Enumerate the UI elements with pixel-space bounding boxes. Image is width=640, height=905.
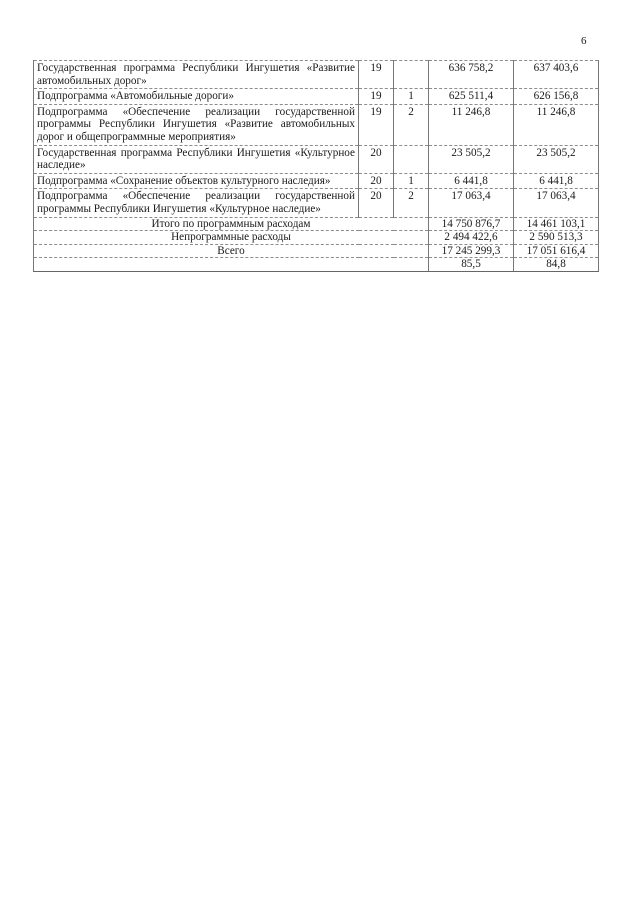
amount-year2-cell: 6 441,8	[514, 173, 599, 189]
amount-year1-cell: 6 441,8	[429, 173, 514, 189]
total-nonprogram-row	[34, 231, 599, 245]
program-name-cell: Подпрограмма «Сохранение объектов культурного наследия»	[34, 173, 359, 189]
amount-year2-cell: 17 063,4	[514, 189, 599, 217]
program-code-cell: 19	[359, 61, 394, 89]
total-program-label: Итого по программным расходам	[34, 217, 429, 231]
program-code-cell: 19	[359, 89, 394, 105]
total-all-year1: 17 245 299,3	[429, 244, 514, 258]
total-program-year2: 14 461 103,1	[514, 217, 599, 231]
subprogram-code-cell: 1	[394, 89, 429, 105]
total-all-year2: 17 051 616,4	[514, 244, 599, 258]
amount-year1-cell: 17 063,4	[429, 189, 514, 217]
budget-table	[33, 60, 599, 272]
program-code-cell: 20	[359, 189, 394, 217]
program-code-cell: 20	[359, 145, 394, 173]
amount-year2-cell: 637 403,6	[514, 61, 599, 89]
total-nonprogram-year1: 2 494 422,6	[429, 231, 514, 245]
share-row	[34, 258, 599, 272]
page-number: 6	[581, 35, 587, 47]
program-name-cell: Государственная программа Республики Ингушетия «Развитие автомобильных дорог»	[34, 61, 359, 89]
amount-year2-cell: 626 156,8	[514, 89, 599, 105]
subprogram-code-cell: 2	[394, 104, 429, 145]
amount-year2-cell: 23 505,2	[514, 145, 599, 173]
program-name-cell: Государственная программа Республики Ингушетия «Культурное наследие»	[34, 145, 359, 173]
total-program-row	[34, 217, 599, 231]
subprogram-code-cell	[394, 145, 429, 173]
table-row	[34, 189, 599, 217]
amount-year1-cell: 23 505,2	[429, 145, 514, 173]
program-name-cell: Подпрограмма «Обеспечение реализации государственной программы Республики Ингушетия «Развитие автомобильных дорог и общепрограммные мероприятия»	[34, 104, 359, 145]
table-row	[34, 89, 599, 105]
subprogram-code-cell: 2	[394, 189, 429, 217]
table-row	[34, 145, 599, 173]
subprogram-code-cell: 1	[394, 173, 429, 189]
amount-year1-cell: 11 246,8	[429, 104, 514, 145]
total-program-year1: 14 750 876,7	[429, 217, 514, 231]
program-name-cell: Подпрограмма «Обеспечение реализации государственной программы Республики Ингушетия «Культурное наследие»	[34, 189, 359, 217]
program-code-cell: 19	[359, 104, 394, 145]
subprogram-code-cell	[394, 61, 429, 89]
amount-year1-cell: 625 511,4	[429, 89, 514, 105]
total-nonprogram-year2: 2 590 513,3	[514, 231, 599, 245]
total-all-label: Всего	[34, 244, 429, 258]
amount-year2-cell: 11 246,8	[514, 104, 599, 145]
total-all-row	[34, 244, 599, 258]
share-label	[34, 258, 429, 272]
amount-year1-cell: 636 758,2	[429, 61, 514, 89]
program-code-cell: 20	[359, 173, 394, 189]
table-row	[34, 104, 599, 145]
total-nonprogram-label: Непрограммные расходы	[34, 231, 429, 245]
table-row	[34, 61, 599, 89]
program-name-cell: Подпрограмма «Автомобильные дороги»	[34, 89, 359, 105]
share-year1: 85,5	[429, 258, 514, 272]
table-row	[34, 173, 599, 189]
share-year2: 84,8	[514, 258, 599, 272]
